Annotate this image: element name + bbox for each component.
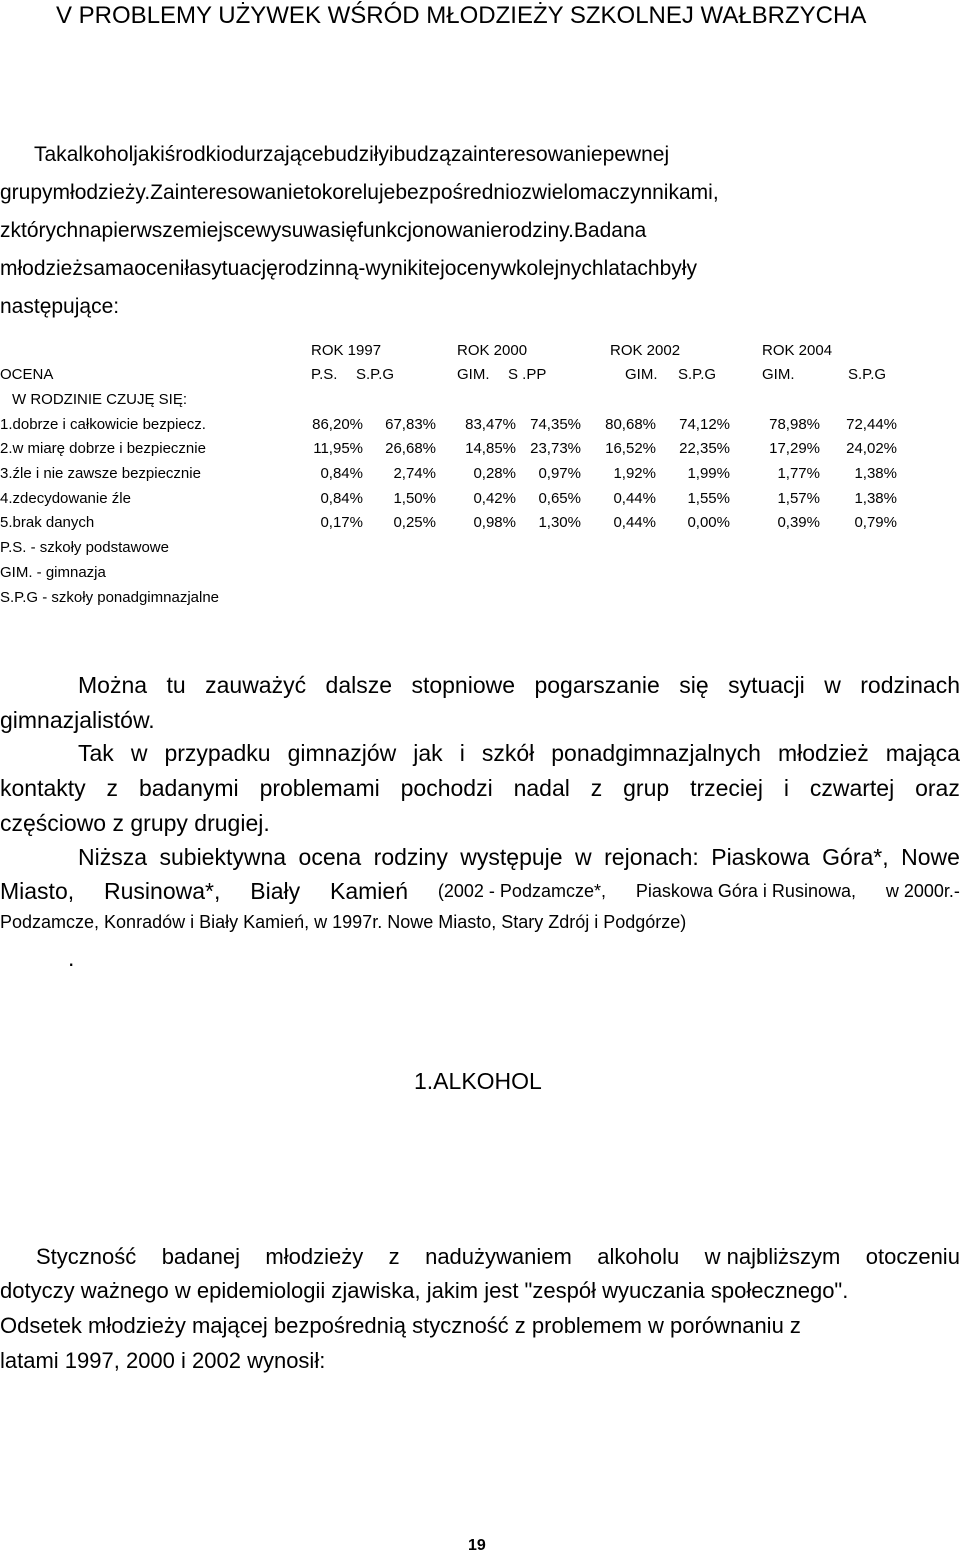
- paragraph-line: następujące:: [0, 295, 120, 318]
- word: w: [824, 672, 841, 698]
- table-cell: 74,12%: [679, 416, 730, 433]
- word: zainteresowanie: [450, 143, 603, 166]
- word: kolejnych: [516, 257, 604, 280]
- word: Zainteresowanie: [150, 181, 305, 204]
- word: Styczność: [36, 1244, 137, 1269]
- word: w 2000r.-: [885, 881, 960, 901]
- word: Biały: [250, 878, 301, 904]
- word: badanymi: [138, 775, 239, 801]
- word: młodzież: [0, 257, 83, 280]
- table-cell: 1,55%: [687, 490, 730, 507]
- table-row-label: 2.w miarę dobrze i bezpiecznie: [0, 440, 206, 457]
- legend-entry: GIM. - gimnazja: [0, 564, 106, 581]
- year-header: ROK 1997: [311, 342, 382, 359]
- word: pogarszanie: [534, 672, 660, 698]
- table-cell: 1,99%: [687, 465, 730, 482]
- word: miejsce: [184, 219, 256, 242]
- word: pochodzi: [400, 775, 493, 801]
- word: Badana: [573, 219, 647, 242]
- year-header: ROK 2004: [762, 342, 833, 359]
- word: tu: [166, 672, 186, 698]
- table-row-label: 5.brak danych: [0, 514, 95, 531]
- word: latach: [603, 257, 660, 280]
- table-cell: 16,52%: [605, 440, 656, 457]
- paragraph-line: [0, 1240, 960, 1274]
- word: Niższa: [78, 844, 148, 870]
- word: zauważyć: [205, 672, 307, 698]
- word: dalsze: [325, 672, 393, 698]
- word: -: [358, 257, 366, 280]
- column-code: S.P.G: [678, 366, 717, 383]
- word: sytuacji: [728, 672, 805, 698]
- word: i: [783, 775, 789, 801]
- table-cell: 11,95%: [313, 440, 363, 457]
- word: bezpośrednio: [395, 181, 522, 204]
- table-cell: 1,30%: [538, 514, 581, 531]
- word: wieloma: [531, 181, 609, 204]
- table-row-label: 3.źle i nie zawsze bezpiecznie: [0, 465, 201, 482]
- table-cell: 80,68%: [605, 416, 656, 433]
- word: Tak: [78, 740, 114, 766]
- word: pewnej: [602, 143, 670, 166]
- table-cell: 0,98%: [473, 514, 516, 531]
- word: rodziny: [373, 844, 448, 870]
- word: alkoholu: [597, 1244, 680, 1269]
- paragraph-line: [0, 212, 960, 250]
- word: i: [459, 740, 465, 766]
- table-cell: 1,38%: [854, 465, 897, 482]
- word: z: [590, 775, 603, 801]
- table-cell: 72,44%: [846, 416, 897, 433]
- table-subheader: W RODZINIE CZUJĘ SIĘ:: [12, 391, 188, 408]
- table-cell: 1,77%: [777, 465, 820, 482]
- paragraph-line: Odsetek młodzieży mającej bezpośrednią styczność z problemem w porównaniu z: [0, 1313, 801, 1338]
- column-code: GIM.: [625, 366, 658, 383]
- word: szkół: [481, 740, 535, 766]
- column-code: S .PP: [508, 366, 547, 383]
- word: z: [388, 1244, 400, 1269]
- word: rodziny.: [501, 219, 574, 242]
- word: środki: [164, 143, 221, 166]
- word: czynnikami,: [608, 181, 719, 204]
- paragraph-line: częściowo z grupy drugiej.: [0, 810, 270, 836]
- intro-paragraph: [0, 136, 960, 326]
- column-code: GIM.: [762, 366, 795, 383]
- word: sytuację: [200, 257, 278, 280]
- word: rodzinach: [860, 672, 960, 698]
- word: Piaskowa: [711, 844, 810, 870]
- word: w: [130, 740, 148, 766]
- table-cell: 0,65%: [538, 490, 581, 507]
- page-number: 19: [468, 1537, 486, 1554]
- word: trzeciej: [690, 775, 763, 801]
- table-cell: 24,02%: [846, 440, 897, 457]
- table-cell: 1,92%: [613, 465, 656, 482]
- word: grupy: [0, 181, 53, 204]
- table-cell: 23,73%: [530, 440, 581, 457]
- table-cell: 78,98%: [769, 416, 820, 433]
- word: kontakty: [0, 775, 86, 801]
- table-cell: 0,84%: [320, 465, 363, 482]
- table-row-label: 1.dobrze i całkowicie bezpiecz.: [0, 416, 206, 433]
- word: czwartej: [809, 775, 895, 801]
- word: występuje: [460, 844, 563, 870]
- table-cell: 67,83%: [385, 416, 436, 433]
- word: budzą: [393, 143, 451, 166]
- table-cell: 0,44%: [613, 490, 656, 507]
- word: pierwsze: [101, 219, 185, 242]
- word: w najbliższym: [704, 1244, 841, 1269]
- table-cell: 1,38%: [854, 490, 897, 507]
- page-heading: V PROBLEMY UŻYWEK WŚRÓD MŁODZIEŻY SZKOLNEJ WAŁBRZYCHA: [56, 2, 867, 29]
- word: Nowe: [901, 844, 960, 870]
- table-cell: 0,84%: [320, 490, 363, 507]
- table-cell: 0,39%: [777, 514, 820, 531]
- table-cell: 83,47%: [465, 416, 516, 433]
- word: nadużywaniem: [425, 1244, 572, 1269]
- word: gimnazjów: [287, 740, 397, 766]
- word: młodzież: [777, 740, 869, 766]
- word: Tak: [34, 143, 67, 166]
- table-cell: 0,79%: [854, 514, 897, 531]
- table-row-label: 4.zdecydowanie źle: [0, 490, 131, 507]
- paragraph-line: [0, 840, 960, 874]
- word: przypadku: [164, 740, 271, 766]
- legend-entry: P.S. - szkoły podstawowe: [0, 539, 169, 556]
- word: Rusinowa*,: [104, 878, 221, 904]
- word: rejonach:: [604, 844, 699, 870]
- word: w: [500, 257, 516, 280]
- word: subiektywna: [159, 844, 287, 870]
- word: z: [0, 219, 11, 242]
- word: jak: [133, 143, 161, 166]
- word: nadal: [513, 775, 570, 801]
- word: i: [160, 143, 165, 166]
- word: funkcjonowanie: [357, 219, 502, 242]
- word: Piaskowa Góra i Rusinowa,: [635, 881, 856, 901]
- paragraph-line: [0, 250, 960, 288]
- word: się: [679, 672, 709, 698]
- word: w: [575, 844, 592, 870]
- word: alkohol: [66, 143, 134, 166]
- ocena-label: OCENA: [0, 366, 54, 383]
- table-cell: 0,44%: [613, 514, 656, 531]
- paragraph-line: [0, 668, 960, 702]
- table-cell: 0,28%: [473, 465, 516, 482]
- word: Można: [78, 672, 148, 698]
- word: Miasto,: [0, 878, 75, 904]
- table-cell: 0,97%: [538, 465, 581, 482]
- word: których: [10, 219, 79, 242]
- word: się: [330, 219, 358, 242]
- word: budziły: [323, 143, 389, 166]
- word: i: [388, 143, 394, 166]
- word: to: [304, 181, 322, 204]
- word: były: [659, 257, 697, 280]
- word: tej: [422, 257, 445, 280]
- paragraph-line: [0, 771, 960, 805]
- table-cell: 14,85%: [465, 440, 516, 457]
- table-cell: 1,57%: [777, 490, 820, 507]
- word: badanej: [161, 1244, 240, 1269]
- table-cell: 0,17%: [320, 514, 363, 531]
- column-code: GIM.: [457, 366, 490, 383]
- word: ponadgimnazjalnych: [551, 740, 761, 766]
- word: odurzające: [220, 143, 324, 166]
- paragraph-line: [0, 874, 960, 908]
- word: problemami: [259, 775, 380, 801]
- word: jak: [413, 740, 443, 766]
- table-cell: 0,25%: [393, 514, 436, 531]
- word: wysuwa: [255, 219, 331, 242]
- paragraph-line: [0, 174, 960, 212]
- column-code: P.S.: [311, 366, 338, 383]
- legend-entry: S.P.G - szkoły ponadgimnazjalne: [0, 589, 220, 606]
- word: młodzieży: [265, 1244, 364, 1269]
- word: z: [521, 181, 532, 204]
- word: (2002 - Podzamcze*,: [437, 881, 606, 901]
- word: koreluje: [321, 181, 396, 204]
- table-cell: 2,74%: [393, 465, 436, 482]
- word: stopniowe: [411, 672, 516, 698]
- word: z: [106, 775, 119, 801]
- table-cell: 22,35%: [679, 440, 730, 457]
- year-header: ROK 2002: [610, 342, 681, 359]
- word: młodzieży.: [52, 181, 151, 204]
- table-cell: 86,20%: [312, 416, 363, 433]
- column-code: S.P.G: [848, 366, 887, 383]
- table-cell: 74,35%: [530, 416, 581, 433]
- section-title-alkohol: 1.ALKOHOL: [414, 1068, 542, 1094]
- table-cell: 0,42%: [473, 490, 516, 507]
- paragraph-line: latami 1997, 2000 i 2002 wynosił:: [0, 1348, 326, 1373]
- table-cell: 26,68%: [385, 440, 436, 457]
- word: otoczeniu: [865, 1244, 960, 1269]
- paragraph-line: .: [68, 945, 75, 971]
- table-cell: 1,50%: [393, 490, 436, 507]
- word: grup: [623, 775, 670, 801]
- table-cell: 0,00%: [687, 514, 730, 531]
- word: oceny: [444, 257, 501, 280]
- word: na: [78, 219, 102, 242]
- word: wyniki: [365, 257, 423, 280]
- word: Góra*,: [822, 844, 889, 870]
- word: mająca: [885, 740, 960, 766]
- word: oceniła: [134, 257, 201, 280]
- word: sama: [82, 257, 135, 280]
- word: Kamień: [330, 878, 408, 904]
- table-cell: 17,29%: [769, 440, 820, 457]
- paragraph-line: Podzamcze, Konradów i Biały Kamień, w 1997r. Nowe Miasto, Stary Zdrój i Podgórze): [0, 912, 687, 932]
- paragraph-line: [0, 136, 960, 174]
- word: oraz: [915, 775, 960, 801]
- paragraph-line: gimnazjalistów.: [0, 707, 155, 733]
- word: rodzinną: [277, 257, 359, 280]
- word: ocena: [298, 844, 362, 870]
- column-code: S.P.G: [356, 366, 395, 383]
- year-header: ROK 2000: [457, 342, 528, 359]
- paragraph-line: [0, 736, 960, 770]
- paragraph-line: dotyczy ważnego w epidemiologii zjawiska, jakim jest "zespół wyuczania społecznego".: [0, 1278, 849, 1303]
